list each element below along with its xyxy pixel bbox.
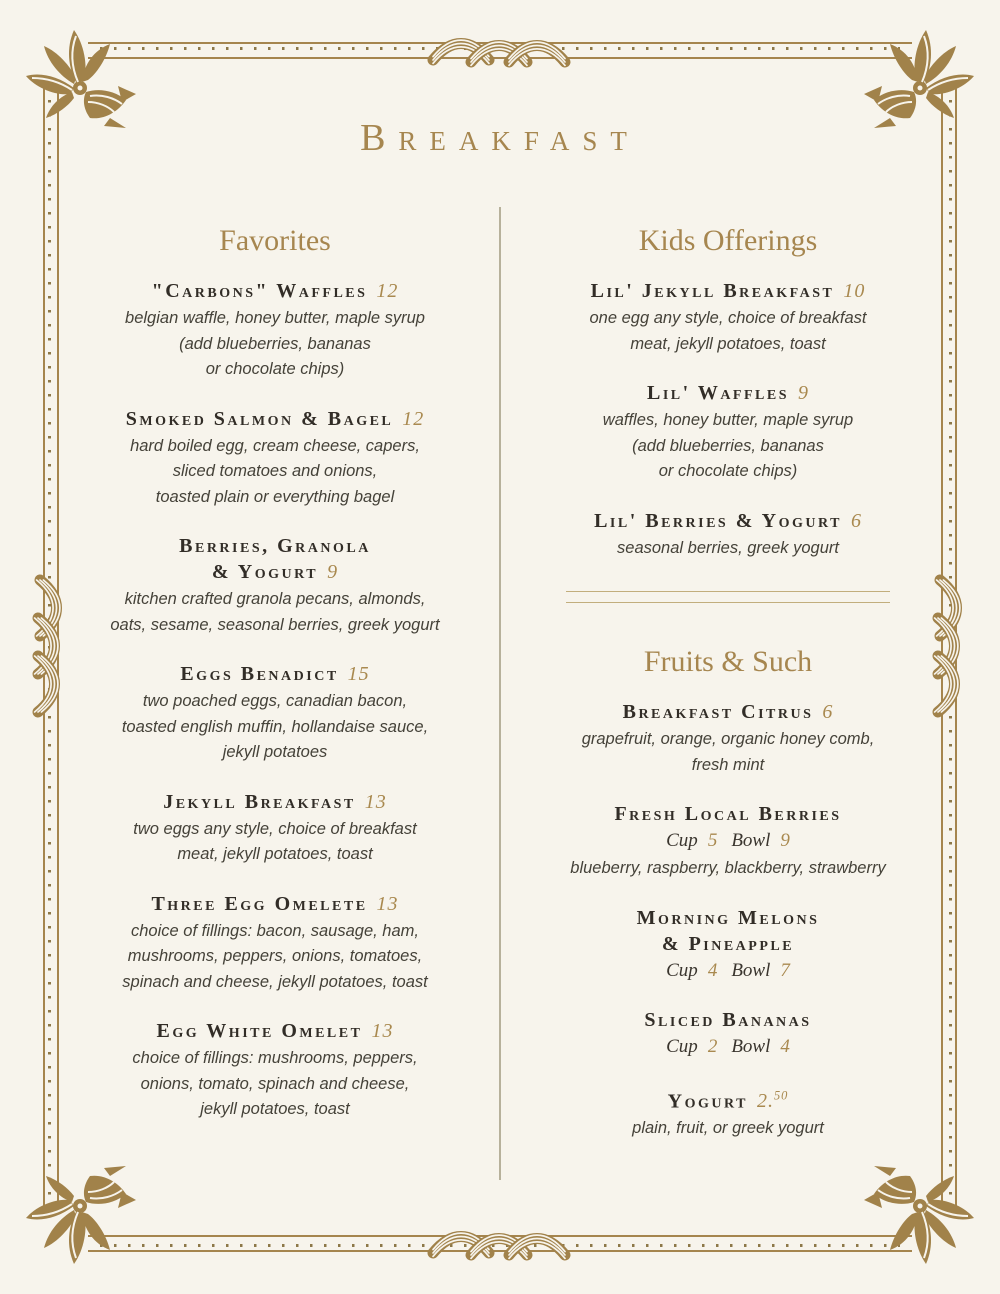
item-price: 13 [364,790,387,813]
item-name: "Carbons" Waffles 12 [151,280,399,302]
menu-item-fresh-local-berries [513,801,943,882]
cup-label: Cup [666,959,698,981]
menu-item-sliced-bananas [513,1007,943,1060]
column-divider [499,207,501,1180]
menu-item-morning-melons-pineapple [513,905,943,984]
menu-item-breakfast-citrus [513,699,943,778]
item-description: blueberry, raspberry, blackberry, strawberry [570,859,886,877]
item-name: Breakfast Citrus 6 [622,701,834,723]
item-name: Lil' Jekyll Breakfast 10 [590,280,866,302]
menu-item-eggs-benadict [60,661,490,766]
item-price: 9 [327,561,339,583]
item-name: Sliced Bananas [644,1008,812,1031]
cup-label: Cup [666,830,698,851]
menu-item-lil-waffles [513,380,943,485]
item-sizes [513,1033,943,1060]
item-description: two eggs any style, choice of breakfast meat, jekyll potatoes, toast [133,819,417,863]
page-title: Breakfast [360,117,640,159]
item-description: hard boiled egg, cream cheese, capers, sliced tomatoes and onions, toasted plain or everything bagel [130,436,420,506]
fruits-section [513,645,943,1142]
menu-item-jekyll-breakfast [60,789,490,868]
item-name: Morning Melons [636,906,820,929]
item-description: choice of fillings: bacon, sausage, ham, mushrooms, peppers, onions, tomatoes, spinach and cheese, jekyll potatoes, toast [122,921,428,991]
cup-price: 4 [707,959,718,981]
rope-twist-icon [425,30,575,70]
item-price: 10 [843,280,866,302]
favorites-section [60,224,490,1146]
item-sizes [513,957,943,984]
item-price: 13 [371,1020,394,1042]
corner-flourish-icon [858,1152,978,1272]
item-description: choice of fillings: mushrooms, peppers, onions, tomato, spinach and cheese, jekyll potatoes, toast [132,1049,418,1118]
item-price: 13 [376,892,399,915]
item-price: 15 [347,663,370,685]
item-name-line2: & Yogurt 9 [211,561,339,583]
bowl-label: Bowl [731,959,771,981]
item-description: belgian waffle, honey butter, maple syrup (add blueberries, bananas or chocolate chips) [125,309,425,378]
menu-item-yogurt [513,1083,943,1142]
item-description: two poached eggs, canadian bacon, toasted english muffin, hollandaise sauce, jekyll potatoes [121,692,429,761]
item-description: waffles, honey butter, maple syrup (add blueberries, bananas or chocolate chips) [602,411,854,480]
kids-section [513,224,943,561]
menu-item-carbons-waffles [60,278,490,383]
item-name: Fresh Local Berries [614,803,842,825]
bowl-price: 4 [780,1035,790,1057]
menu-item-smoked-salmon-bagel [60,406,490,511]
section-heading-fruits: Fruits & Such [643,645,813,678]
item-description: one egg any style, choice of breakfast meat, jekyll potatoes, toast [589,309,867,353]
rope-twist-icon [425,1223,575,1263]
item-name-line2: & Pineapple [661,932,795,955]
item-price: 12 [402,407,425,430]
item-description: plain, fruit, or greek yogurt [632,1119,824,1138]
bowl-price: 9 [780,830,790,851]
right-column [513,224,943,1165]
item-name: Eggs Benadict 15 [180,663,370,685]
item-price: 2.50 [756,1088,789,1113]
item-name: Berries, Granola [179,535,371,557]
item-description: kitchen crafted granola pecans, almonds, oats, sesame, seasonal berries, greek yogurt [110,590,440,634]
item-name: Egg White Omelet 13 [156,1020,394,1042]
bowl-label: Bowl [731,1035,771,1057]
item-description: seasonal berries, greek yogurt [617,538,839,557]
menu-item-egg-white-omelet [60,1018,490,1123]
item-price-sup: 50 [773,1088,789,1103]
item-name: Lil' Berries & Yogurt 6 [594,509,862,532]
item-price: 12 [376,280,399,302]
item-price: 6 [850,509,862,532]
menu-item-three-egg-omelete [60,891,490,996]
item-name: Jekyll Breakfast 13 [163,790,387,813]
section-divider [566,591,890,603]
cup-price: 2 [707,1035,718,1057]
item-price: 6 [822,701,834,723]
corner-flourish-icon [22,1152,142,1272]
menu-item-berries-granola-yogurt [60,533,490,638]
cup-label: Cup [666,1035,698,1057]
item-price: 9 [798,382,809,404]
item-description: grapefruit, orange, organic honey comb, fresh mint [581,730,875,774]
menu-item-lil-berries-yogurt [513,508,943,562]
item-name: Lil' Waffles 9 [647,382,809,404]
bowl-price: 7 [780,959,790,981]
menu-item-lil-jekyll-breakfast [513,278,943,357]
cup-price: 5 [707,830,718,851]
item-name: Smoked Salmon & Bagel 12 [125,407,425,430]
bowl-label: Bowl [731,830,771,851]
item-name: Yogurt 2.50 [667,1088,789,1113]
item-sizes [513,827,943,854]
section-heading-favorites: Favorites [219,224,331,257]
item-name: Three Egg Omelete 13 [151,892,399,915]
section-heading-kids: Kids Offerings [638,224,818,257]
